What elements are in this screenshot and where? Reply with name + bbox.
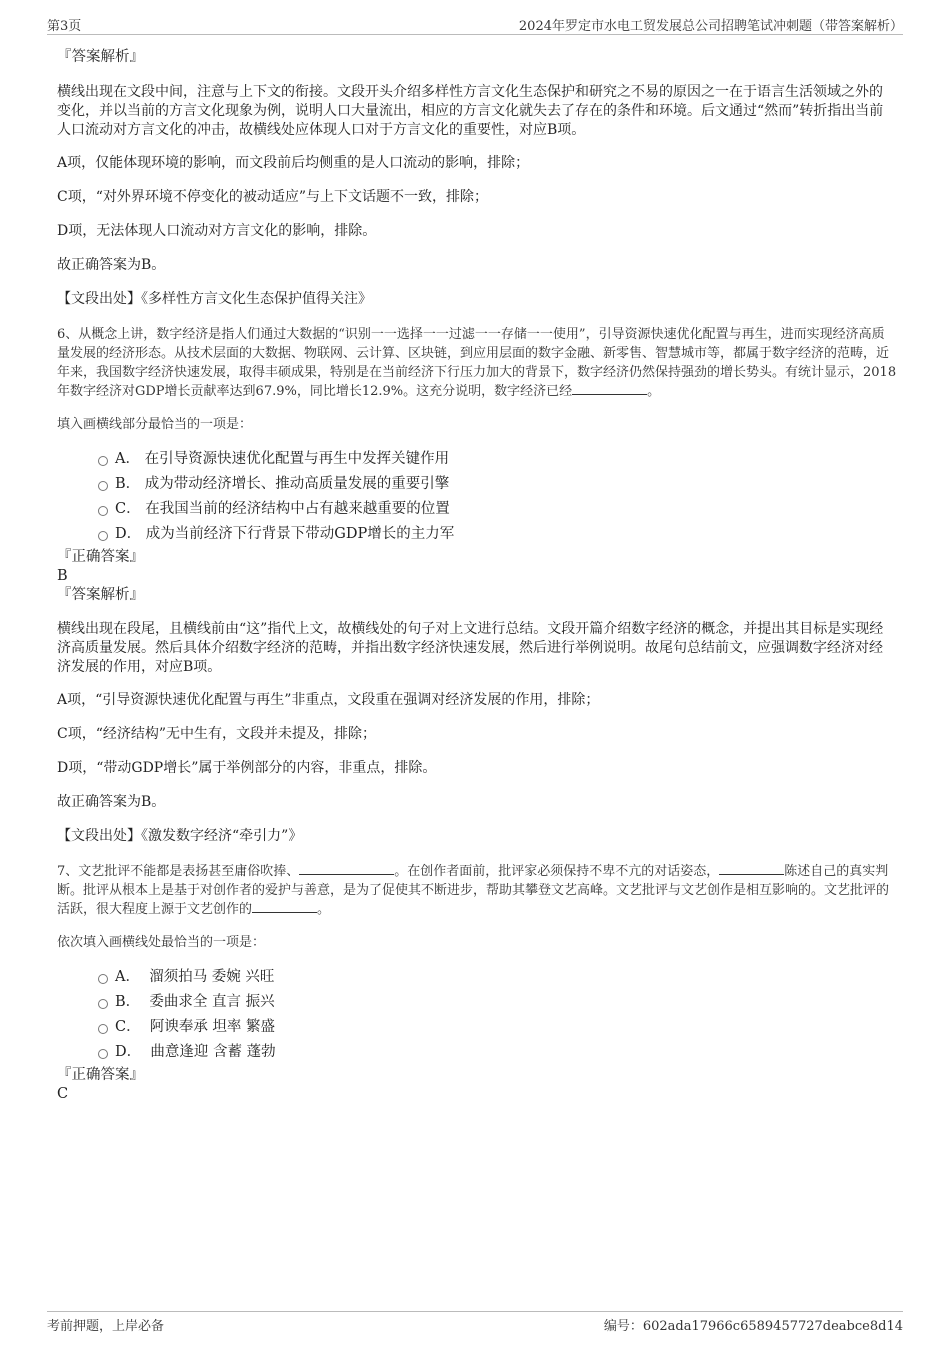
radio-icon[interactable] xyxy=(98,1024,108,1034)
q6-options xyxy=(57,447,890,547)
q6-answer-label: 『正确答案』 xyxy=(57,549,144,565)
q6-analysis-d: D项，“带动GDP增长”属于举例部分的内容，非重点，排除。 xyxy=(57,760,437,776)
q6-prompt: 填入画横线部分最恰当的一项是： xyxy=(57,417,253,432)
radio-icon[interactable] xyxy=(98,1049,108,1059)
document-code: 编号：602ada17966c6589457727deabce8d14 xyxy=(603,1319,903,1334)
footer-slogan: 考前押题，上岸必备 xyxy=(47,1319,165,1334)
q7-answer-label: 『正确答案』 xyxy=(57,1067,144,1083)
q6-analysis-label: 『答案解析』 xyxy=(57,587,144,603)
radio-icon[interactable] xyxy=(98,506,108,516)
q5-analysis-a: A项，仅能体现环境的影响，而文段前后均侧重的是人口流动的影响，排除； xyxy=(57,155,530,171)
q7-stem: 7、文艺批评不能都是表扬甚至庸俗吹捧、 。在创作者面前，批评家必须保持不卑不亢的对话姿态， 陈述自己的真实判断。批评从根本上是基于对创作者的爱护与善意，是为了促使其不断进步，帮助其攀登文艺高峰。文艺批评与文艺创作是相互影响的。文艺批评的活跃，很大程度上源于文艺创作的 。 xyxy=(57,864,890,917)
q7-option-b[interactable]: B． 委曲求全 直言 振兴 xyxy=(57,990,890,1015)
q6-answer: B xyxy=(57,568,68,584)
main-content xyxy=(57,45,897,1104)
q5-analysis-label: 『答案解析』 xyxy=(57,49,144,65)
q7-prompt: 依次填入画横线处最恰当的一项是： xyxy=(57,935,266,950)
radio-icon[interactable] xyxy=(98,531,108,541)
q6-analysis: 横线出现在段尾，且横线前由“这”指代上文，故横线处的句子对上文进行总结。文段开篇介绍数字经济的概念，并提出其目标是实现经济高质量发展。然后具体介绍数字经济的范畴，并指出数字经济快速发展，然后进行举例说明。故尾句总结前文，应强调数字经济对经济发展的作用，对应B项。 xyxy=(57,621,884,675)
page-header xyxy=(47,14,903,35)
q6-blank xyxy=(572,382,647,395)
q5-analysis-c: C项，“对外界环境不停变化的被动适应”与上下文话题不一致，排除； xyxy=(57,189,489,205)
q7-answer: C xyxy=(57,1086,69,1102)
q6-stem: 6、从概念上讲，数字经济是指人们通过大数据的“识别一一选择一一过滤一一存储一一使用”，引导资源快速优化配置与再生，进而实现经济高质量发展的经济形态。从技术层面的大数据、物联网、云计算、区块链，到应用层面的数字金融、新零售、智慧城市等，都属于数字经济的范畴，近年来，我国数字经济快速发展，取得丰硕成果，特别是在当前经济下行压力加大的背景下，数字经济仍然保持强劲的增长势头。有统计显示，2018年数字经济对GDP增长贡献率达到67.9%，同比增长12.9%。这充分说明，数字经济已经 。 xyxy=(57,327,897,399)
q6-analysis-c: C项，“经济结构”无中生有，文段并未提及，排除； xyxy=(57,726,377,742)
page-footer xyxy=(47,1311,903,1334)
q6-conclusion: 故正确答案为B。 xyxy=(57,794,166,810)
q5-analysis: 横线出现在文段中间，注意与上下文的衔接。文段开头介绍多样性方言文化生态保护和研究之不易的原因之一在于语言生活领域之外的变化，并以当前的方言文化现象为例，说明人口大量流出，相应的方言文化就失去了存在的条件和环境。后文通过“然而”转折指出当前人口流动对方言文化的冲击，故横线处应体现人口对于方言文化的重要性，对应B项。 xyxy=(57,84,884,138)
q7-blank-1 xyxy=(299,862,394,875)
q7-options xyxy=(57,965,890,1065)
q6-source: 【文段出处】《激发数字经济“牵引力”》 xyxy=(57,828,303,844)
q7-option-d[interactable]: D． 曲意逢迎 含蓄 蓬勃 xyxy=(57,1040,890,1065)
radio-icon[interactable] xyxy=(98,974,108,984)
q5-source: 【文段出处】《多样性方言文化生态保护值得关注》 xyxy=(57,291,372,307)
q5-analysis-d: D项，无法体现人口流动对方言文化的影响，排除。 xyxy=(57,223,377,239)
q6-option-b[interactable]: B． 成为带动经济增长、推动高质量发展的重要引擎 xyxy=(57,472,890,497)
q6-option-a[interactable]: A． 在引导资源快速优化配置与再生中发挥关键作用 xyxy=(57,447,890,472)
radio-icon[interactable] xyxy=(98,999,108,1009)
q7-blank-3 xyxy=(252,900,317,913)
radio-icon[interactable] xyxy=(98,456,108,466)
q7-option-a[interactable]: A． 溜须拍马 委婉 兴旺 xyxy=(57,965,890,990)
q6-analysis-a: A项，“引导资源快速优化配置与再生”非重点，文段重在强调对经济发展的作用，排除； xyxy=(57,692,600,708)
q6-option-d[interactable]: D． 成为当前经济下行背景下带动GDP增长的主力军 xyxy=(57,522,890,547)
q6-option-c[interactable]: C． 在我国当前的经济结构中占有越来越重要的位置 xyxy=(57,497,890,522)
radio-icon[interactable] xyxy=(98,481,108,491)
q5-conclusion: 故正确答案为B。 xyxy=(57,257,166,273)
q7-blank-2 xyxy=(719,862,784,875)
q7-option-c[interactable]: C． 阿谀奉承 坦率 繁盛 xyxy=(57,1015,890,1040)
document-title: 2024年罗定市水电工贸发展总公司招聘笔试冲刺题（带答案解析） xyxy=(518,19,903,34)
page-number: 第3页 xyxy=(47,19,82,34)
